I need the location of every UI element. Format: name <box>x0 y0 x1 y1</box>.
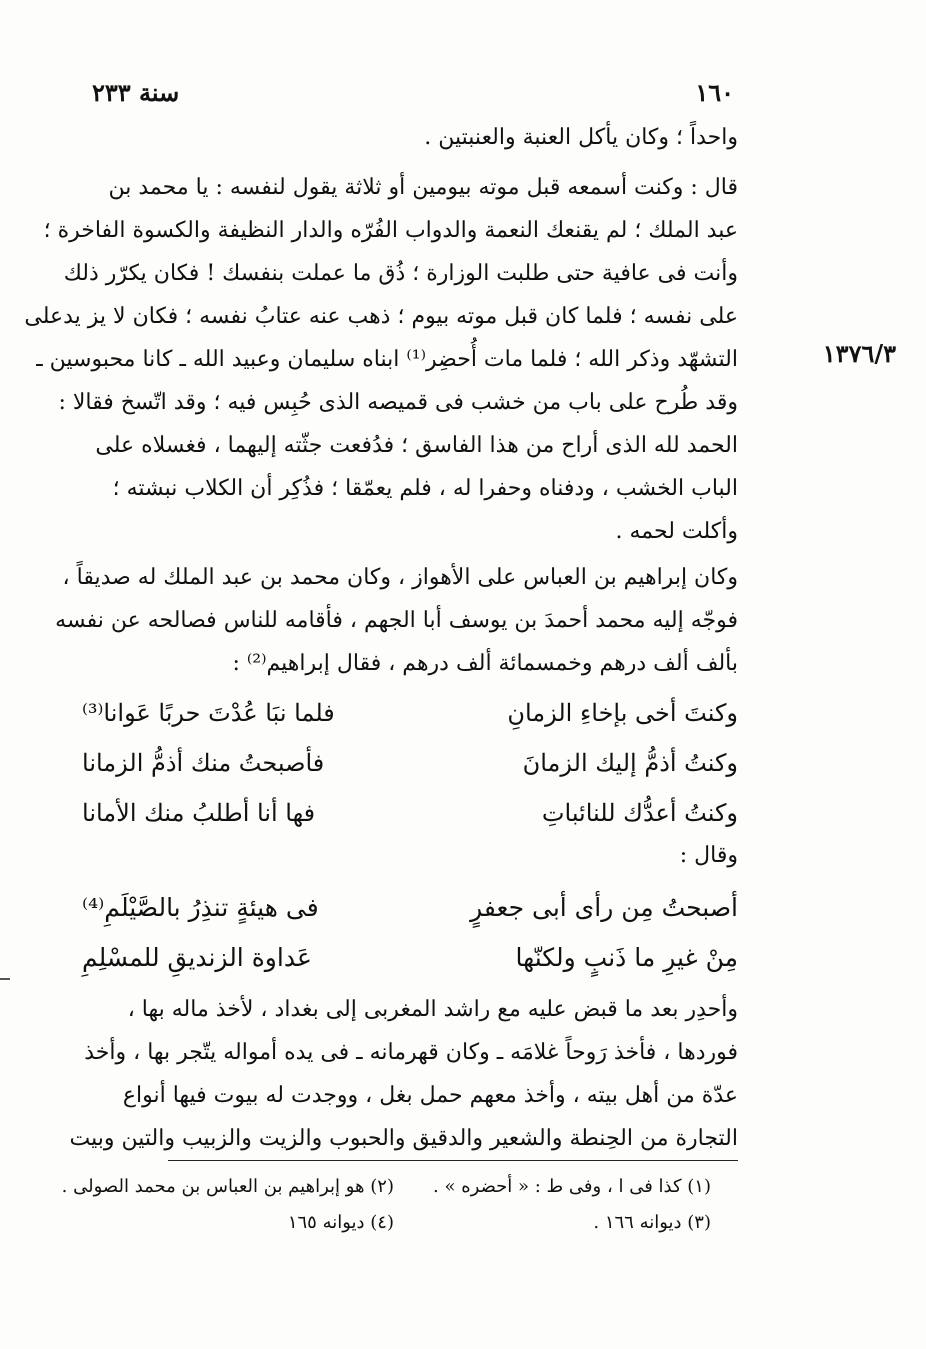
text-line: الباب الخشب ، ودفناه وحفرا له ، فلم يعمّقا ؛ فذُكِر أن الكلاب نبشته ؛ <box>112 476 738 501</box>
text-line: قال : وكنت أسمعه قبل موته بيومين أو ثلاثة يقول لنفسه : يا محمد بن <box>108 175 738 200</box>
text-line: عبد الملك ؛ لم يقنعك النعمة والدواب الفُرّه والدار النظيفة والكسوة الفاخرة ؛ <box>43 218 738 243</box>
scan-mark <box>0 978 10 980</box>
verse-first-hemistich: مِنْ غيرِ ما ذَنبٍ ولكنّها <box>515 943 738 972</box>
verse-second-hemistich: فلما نبَا عُدْتَ حربًا عَوانا⁽³⁾ <box>82 699 335 727</box>
text-line: الحمد لله الذى أراح من هذا الفاسق ؛ فدُفعت جثّته إليهما ، فغسلاه على <box>95 433 738 458</box>
said-label: وقال : <box>679 843 738 868</box>
text-line: فوردها ، فأخذ رَوحاً غلامَه ـ وكان قهرمانه ـ فى يده أمواله يتّجر بها ، وأخذ <box>84 1040 738 1065</box>
paragraph-2 <box>24 166 738 553</box>
text-line: التجارة من الحِنطة والشعير والدقيق والحبوب والزيت والزبيب والتين وبيت <box>69 1126 738 1151</box>
verse-first-hemistich: أصبحتُ مِن رأى أبى جعفرٍ <box>470 893 738 922</box>
text-line: وأنت فى عافية حتى طلبت الوزارة ؛ ذُق ما عملت بنفسك ! فكان يكرّر ذلك <box>63 261 738 286</box>
poem-verse <box>82 788 738 838</box>
text-line: وكان إبراهيم بن العباس على الأهواز ، وكان محمد بن عبد الملك له صديقاً ، <box>62 565 738 590</box>
verse-second-hemistich: فها أنا أطلبُ منك الأمانا <box>82 799 316 827</box>
paragraph-4 <box>69 988 738 1160</box>
page-number: ١٦٠ <box>695 78 734 107</box>
verse-first-hemistich: وكنتُ أعدُّك للنائباتِ <box>541 799 738 827</box>
poem-verse <box>82 738 738 788</box>
text-line: التشهّد وذكر الله ؛ فلما مات أُحضِر⁽¹⁾ ابناه سليمان وعبيد الله ـ كانا محبوسين ـ <box>36 347 738 372</box>
verse-second-hemistich: عَداوة الزنديقِ للمسْلِمِ <box>82 943 312 972</box>
verse-first-hemistich: وكنتُ أذمُّ إليك الزمانَ <box>522 749 738 777</box>
footnote-2: (٢) هو إبراهيم بن العباس بن محمد الصولى . <box>61 1176 394 1197</box>
running-header-year: سنة ٢٣٣ <box>92 78 180 107</box>
text-line: بألف ألف درهم وخمسمائة ألف درهم ، فقال إبراهيم⁽²⁾ : <box>232 651 738 676</box>
paragraph-3 <box>55 556 738 685</box>
verse-second-hemistich: فى هيئةٍ تنذِرُ بالصَّيْلَمِ⁽⁴⁾ <box>82 893 319 922</box>
text-line: عدّة من أهل بيته ، وأخذ معهم حمل بغل ، ووجدت له بيوت فيها أنواع <box>122 1083 738 1108</box>
poem-verse <box>82 880 738 936</box>
text-line: وأكلت لحمه . <box>615 519 738 544</box>
poem-verse <box>82 688 738 738</box>
text-line: على نفسه ؛ فلما كان قبل موته بيوم ؛ ذهب عنه عتابُ نفسه ؛ فكان لا يز يدعلى <box>24 304 738 329</box>
footnote-divider <box>168 1160 738 1161</box>
footnote-3: (٣) ديوانه ١٦٦ . <box>593 1212 711 1233</box>
poem-verse <box>82 930 738 986</box>
text-line: وأحدِر بعد ما قبض عليه مع راشد المغربى إلى بغداد ، لأخذ ماله بها ، <box>127 997 738 1022</box>
text-line: وقد طُرح على باب من خشب فى قميصه الذى حُبِس فيه ؛ وقد اتّسخ فقالا : <box>58 390 738 415</box>
paragraph-1 <box>82 116 738 159</box>
verse-first-hemistich: وكنتَ أخى بإخاءِ الزمانِ <box>507 699 738 727</box>
text-line: واحداً ؛ وكان يأكل العنبة والعنبتين . <box>424 125 738 150</box>
text-line: فوجّه إليه محمد أحمدَ بن يوسف أبا الجهم ، فأقامه للناس فصالحه عن نفسه <box>55 608 738 633</box>
footnote-1: (١) كذا فى ا ، وفى ط : « أحضره » . <box>433 1176 711 1197</box>
footnote-4: (٤) ديوانه ١٦٥ <box>287 1212 394 1233</box>
verse-second-hemistich: فأصبحتُ منك أذمُّ الزمانا <box>82 749 325 777</box>
margin-reference-number: ١٣٧٦/٣ <box>822 339 896 368</box>
